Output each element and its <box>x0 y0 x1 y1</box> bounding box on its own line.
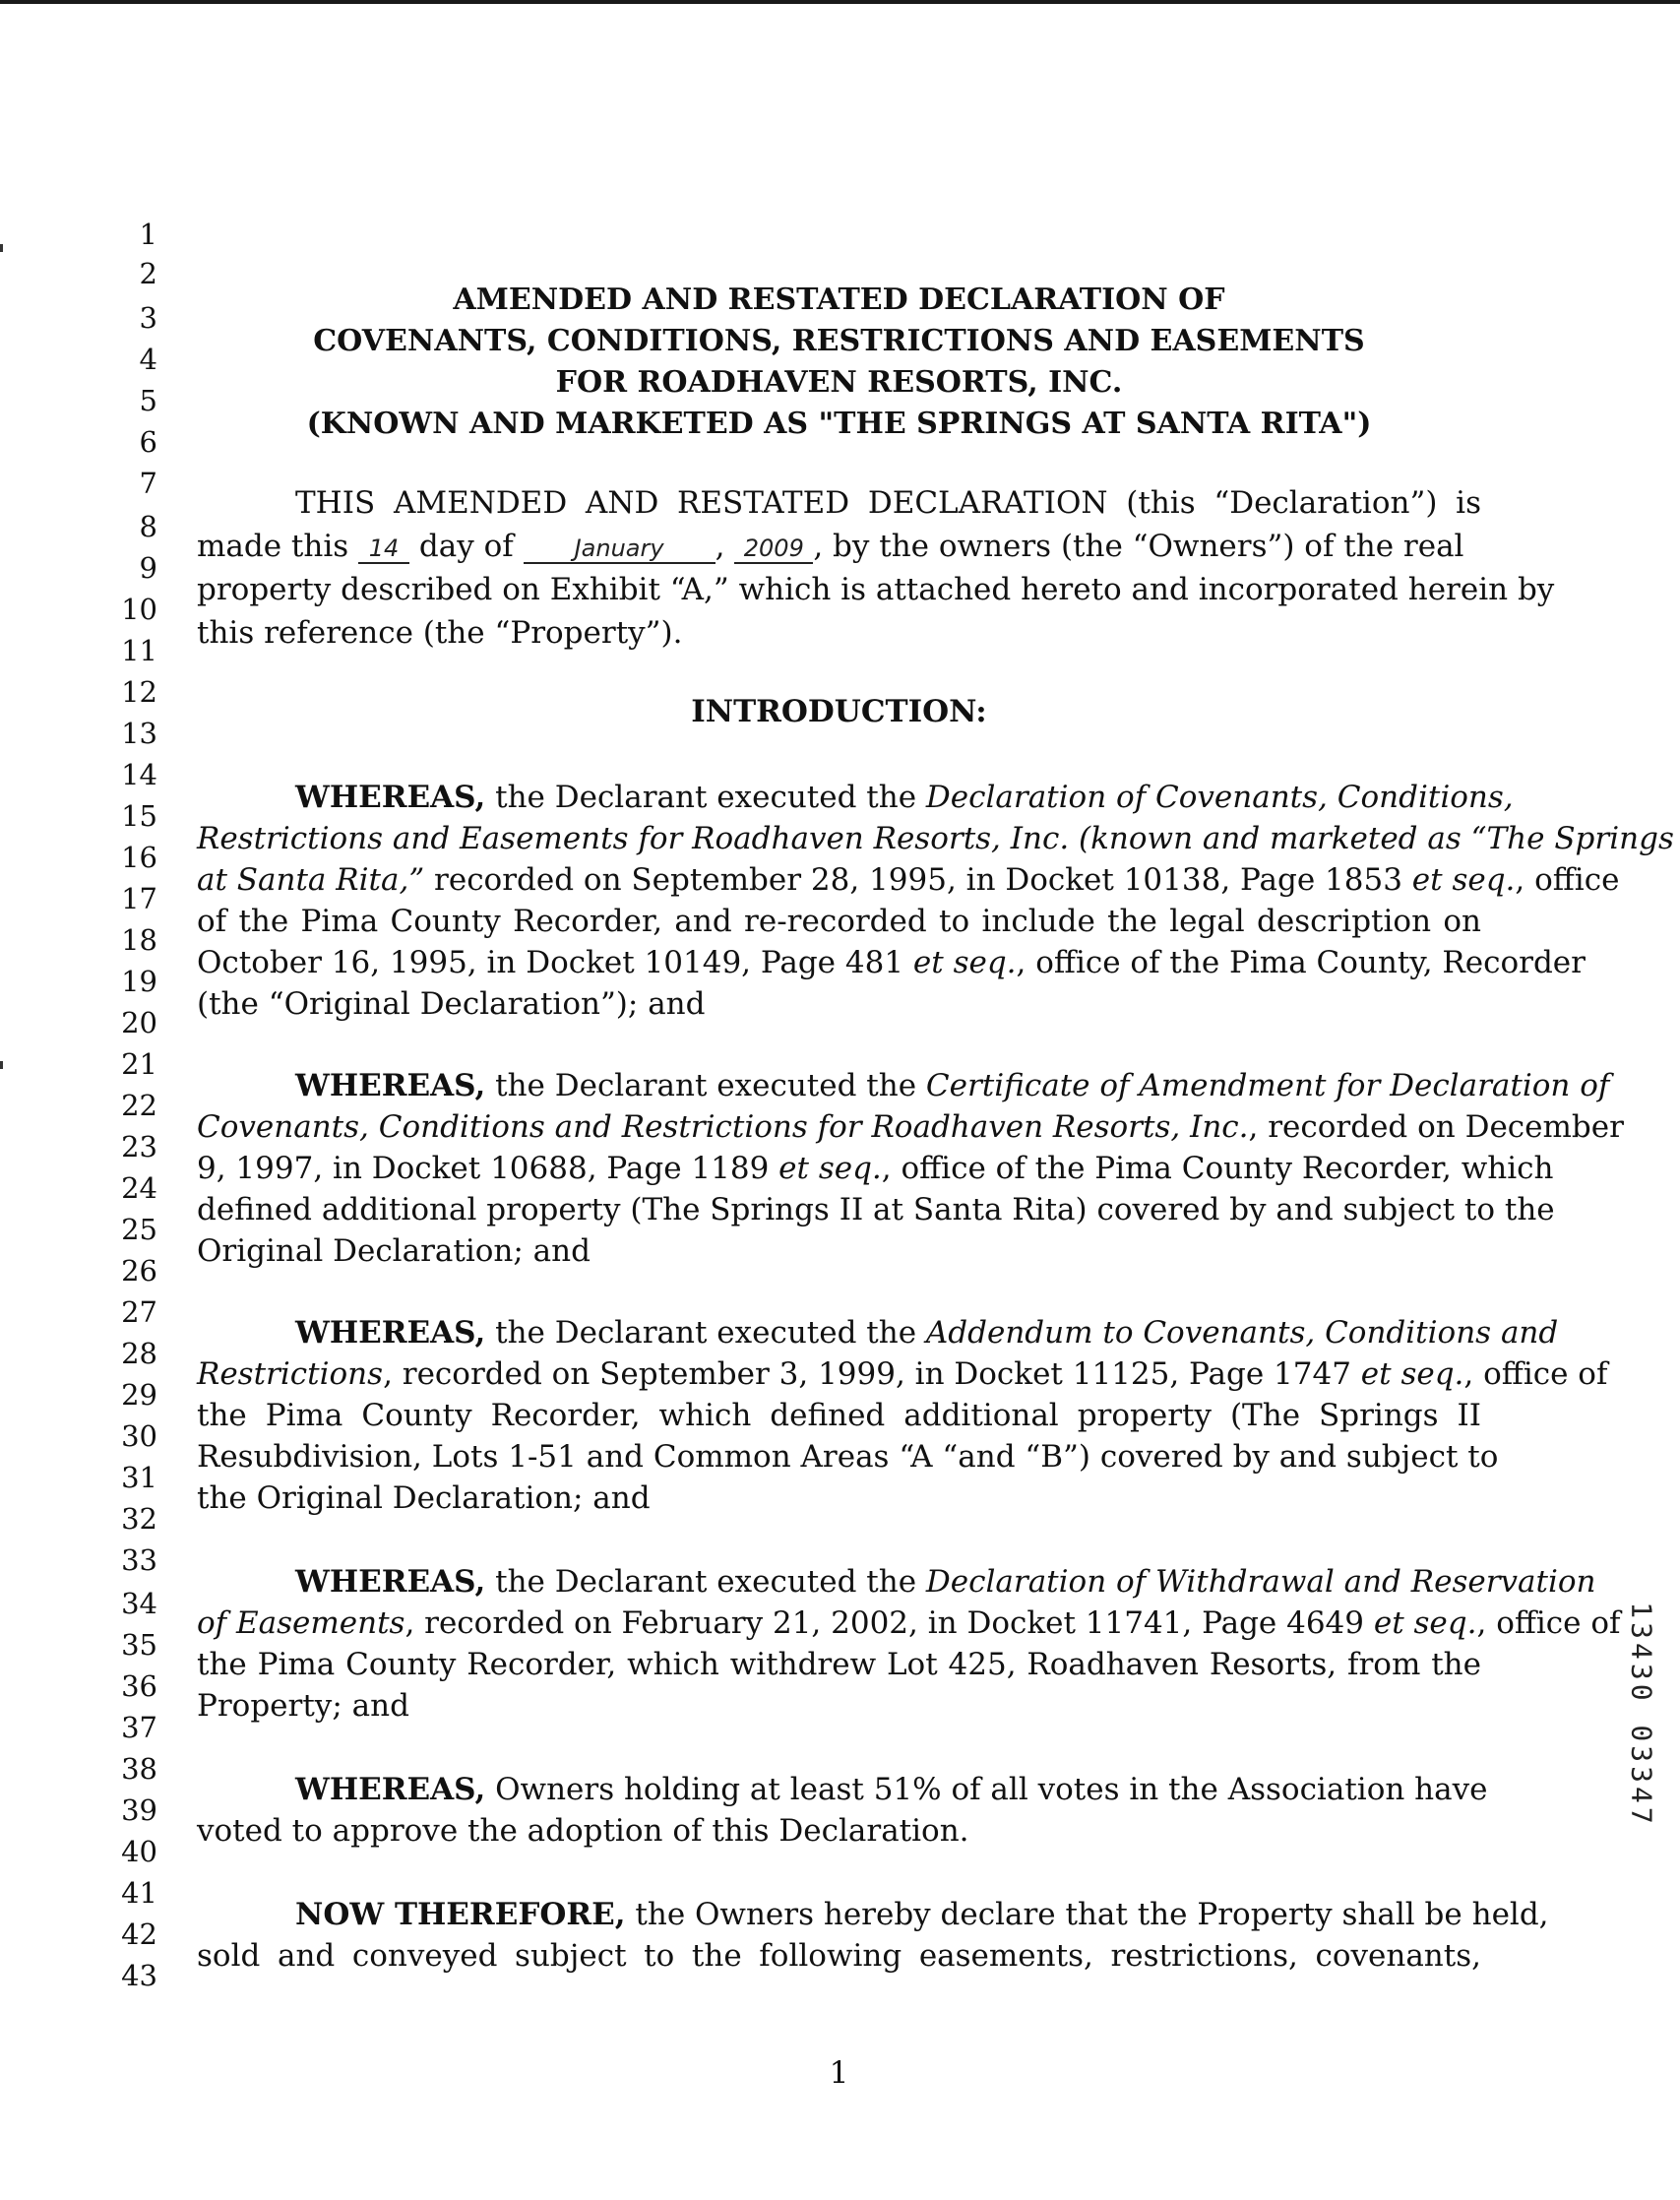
p2-line-4: defined additional property (The Springs II at Santa Rita) covered by and subject to the <box>197 1192 1555 1227</box>
p4-doc-title-cont: of Easements <box>197 1605 405 1641</box>
p2-doc-title-cont: Covenants, Conditions and Restrictions for Roadhaven Resorts, Inc. <box>197 1109 1249 1145</box>
p3-line-3: the Pima County Recorder, which defined additional property (The Springs II <box>197 1398 1481 1433</box>
line-number: 38 <box>121 1752 157 1786</box>
made-this-text: made this <box>197 529 349 564</box>
p1-doc-title-cont: Restrictions and Easements for Roadhaven Resorts, Inc. (known and marketed as “The Springs <box>197 821 1674 856</box>
line-number: 17 <box>121 882 157 915</box>
date-comma: , <box>715 529 725 564</box>
handwritten-day: 14 <box>358 534 409 564</box>
line-number: 14 <box>121 758 157 791</box>
introduction-heading: INTRODUCTION: <box>691 694 987 729</box>
p1-line-2 <box>197 818 1674 859</box>
p4-text: , recorded on February 21, 2002, in Docket 11741, Page 4649 <box>404 1605 1364 1641</box>
line-number: 42 <box>121 1917 157 1951</box>
opening-line-3: property described on Exhibit “A,” which is attached hereto and incorporated herein by <box>197 572 1555 607</box>
line-number: 41 <box>121 1876 157 1910</box>
line-number: 26 <box>121 1254 157 1288</box>
line-number: 32 <box>121 1502 157 1536</box>
p6-line-1 <box>197 1894 1549 1935</box>
line-number: 4 <box>139 343 157 376</box>
whereas-label: WHEREAS, <box>295 1068 486 1103</box>
p4-line-4: Property; and <box>197 1688 409 1724</box>
now-therefore-label: NOW THEREFORE, <box>295 1897 626 1932</box>
handwritten-month: January <box>524 534 716 564</box>
line-number: 36 <box>121 1669 157 1703</box>
line-number: 16 <box>121 841 157 874</box>
p4-line-3: the Pima County Recorder, which withdrew Lot 425, Roadhaven Resorts, from the <box>197 1647 1481 1682</box>
p1-text: , office of the Pima County, Recorder <box>1016 945 1586 980</box>
line-number: 6 <box>139 425 157 459</box>
line-number: 31 <box>121 1461 157 1494</box>
p3-text: , office of <box>1463 1356 1608 1392</box>
opening-line-2-rest: , by the owners (the “Owners”) of the real <box>813 529 1464 564</box>
et-seq: et seq. <box>1411 862 1516 898</box>
p1-doc-title-end: at Santa Rita,” <box>197 862 425 898</box>
p2-line-3 <box>197 1148 1554 1189</box>
p1-line-6: (the “Original Declaration”); and <box>197 986 706 1022</box>
p1-line-1 <box>197 777 1514 818</box>
line-number: 25 <box>121 1213 157 1246</box>
line-number: 27 <box>121 1295 157 1329</box>
p1-text: the Declarant executed the <box>495 780 917 815</box>
p3-line-5: the Original Declaration; and <box>197 1480 651 1516</box>
line-number: 15 <box>121 799 157 833</box>
p3-line-2 <box>197 1353 1608 1395</box>
et-seq: et seq. <box>778 1151 882 1186</box>
line-number: 8 <box>139 510 157 543</box>
p4-line-2 <box>197 1603 1621 1644</box>
line-number: 35 <box>121 1628 157 1662</box>
p5-line-2: voted to approve the adoption of this Declaration. <box>197 1813 969 1849</box>
p2-doc-title: Certificate of Amendment for Declaration of <box>925 1068 1610 1103</box>
et-seq: et seq. <box>912 945 1017 980</box>
p3-text: the Declarant executed the <box>495 1315 917 1351</box>
p2-text: the Declarant executed the <box>495 1068 917 1103</box>
whereas-label: WHEREAS, <box>295 780 486 815</box>
p2-text: 9, 1997, in Docket 10688, Page 1189 <box>197 1151 770 1186</box>
p3-line-4: Resubdivision, Lots 1-51 and Common Areas “A “and “B”) covered by and subject to <box>197 1439 1499 1475</box>
handwritten-year: 2009 <box>734 534 813 564</box>
line-number: 39 <box>121 1793 157 1827</box>
top-edge-rule <box>0 0 1680 4</box>
title-line-3: FOR ROADHAVEN RESORTS, INC. <box>555 365 1123 400</box>
line-number: 24 <box>121 1171 157 1205</box>
line-number: 30 <box>121 1419 157 1453</box>
day-of-text: day of <box>418 529 514 564</box>
p2-line-1 <box>197 1065 1610 1106</box>
line-number: 12 <box>121 675 157 709</box>
p4-text: the Declarant executed the <box>495 1564 917 1600</box>
p2-line-5: Original Declaration; and <box>197 1233 591 1269</box>
p4-line-1 <box>197 1561 1596 1603</box>
line-number: 3 <box>139 301 157 335</box>
opening-line-4: this reference (the “Property”). <box>197 615 683 651</box>
line-number: 20 <box>121 1006 157 1039</box>
line-number: 33 <box>121 1543 157 1577</box>
p1-doc-title: Declaration of Covenants, Conditions, <box>925 780 1514 815</box>
p1-line-4: of the Pima County Recorder, and re-recorded to include the legal description on <box>197 904 1481 939</box>
p6-text: the Owners hereby declare that the Property shall be held, <box>635 1897 1549 1932</box>
p2-line-2 <box>197 1106 1624 1148</box>
p3-doc-title-cont: Restrictions <box>197 1356 384 1392</box>
line-number: 9 <box>139 551 157 585</box>
line-number: 43 <box>121 1959 157 1992</box>
page-number: 1 <box>829 2055 849 2091</box>
p1-line-3 <box>197 859 1620 901</box>
recording-stamp-text: 13430 03347 <box>1625 1602 1658 1828</box>
scan-edge-mark <box>0 244 3 252</box>
scan-edge-mark <box>0 1061 3 1069</box>
et-seq: et seq. <box>1360 1356 1464 1392</box>
p1-line-5 <box>197 942 1586 983</box>
line-number: 40 <box>121 1835 157 1868</box>
whereas-label: WHEREAS, <box>295 1315 486 1351</box>
p3-line-1 <box>197 1312 1559 1353</box>
p4-doc-title: Declaration of Withdrawal and Reservation <box>925 1564 1596 1600</box>
line-number: 2 <box>139 257 157 290</box>
whereas-label: WHEREAS, <box>295 1772 486 1807</box>
title-line-2: COVENANTS, CONDITIONS, RESTRICTIONS AND EASEMENTS <box>313 324 1365 358</box>
recording-stamp <box>1622 1587 1661 1843</box>
p5-line-1 <box>197 1769 1488 1810</box>
line-number: 19 <box>121 965 157 998</box>
title-line-4: (KNOWN AND MARKETED AS "THE SPRINGS AT SANTA RITA") <box>306 407 1372 441</box>
line-number: 21 <box>121 1047 157 1081</box>
title-line-1: AMENDED AND RESTATED DECLARATION OF <box>453 283 1225 317</box>
line-number: 11 <box>121 634 157 667</box>
line-number: 23 <box>121 1130 157 1163</box>
p1-text: recorded on September 28, 1995, in Docket 10138, Page 1853 <box>434 862 1402 898</box>
line-number: 10 <box>121 593 157 626</box>
line-number: 22 <box>121 1089 157 1122</box>
p5-text: Owners holding at least 51% of all votes in the Association have <box>495 1772 1488 1807</box>
line-number: 37 <box>121 1711 157 1744</box>
line-number: 5 <box>139 384 157 417</box>
p2-text: , office of the Pima County Recorder, which <box>881 1151 1554 1186</box>
p3-text: , recorded on September 3, 1999, in Docket 11125, Page 1747 <box>383 1356 1351 1392</box>
whereas-label: WHEREAS, <box>295 1564 486 1600</box>
p4-text: , office of <box>1476 1605 1621 1641</box>
p1-text: October 16, 1995, in Docket 10149, Page 481 <box>197 945 904 980</box>
line-number: 7 <box>139 467 157 500</box>
line-number: 1 <box>139 218 157 251</box>
line-number: 18 <box>121 923 157 957</box>
p2-text: , recorded on December <box>1248 1109 1624 1145</box>
p3-doc-title: Addendum to Covenants, Conditions and <box>925 1315 1559 1351</box>
p6-line-2: sold and conveyed subject to the following easements, restrictions, covenants, <box>197 1938 1481 1974</box>
line-number: 29 <box>121 1378 157 1412</box>
opening-line-1: THIS AMENDED AND RESTATED DECLARATION (this “Declaration”) is <box>295 485 1481 521</box>
line-number: 28 <box>121 1337 157 1370</box>
p1-text: , office <box>1515 862 1620 898</box>
et-seq: et seq. <box>1373 1605 1477 1641</box>
line-number: 13 <box>121 717 157 750</box>
line-number: 34 <box>121 1587 157 1620</box>
opening-line-2 <box>197 526 1481 567</box>
